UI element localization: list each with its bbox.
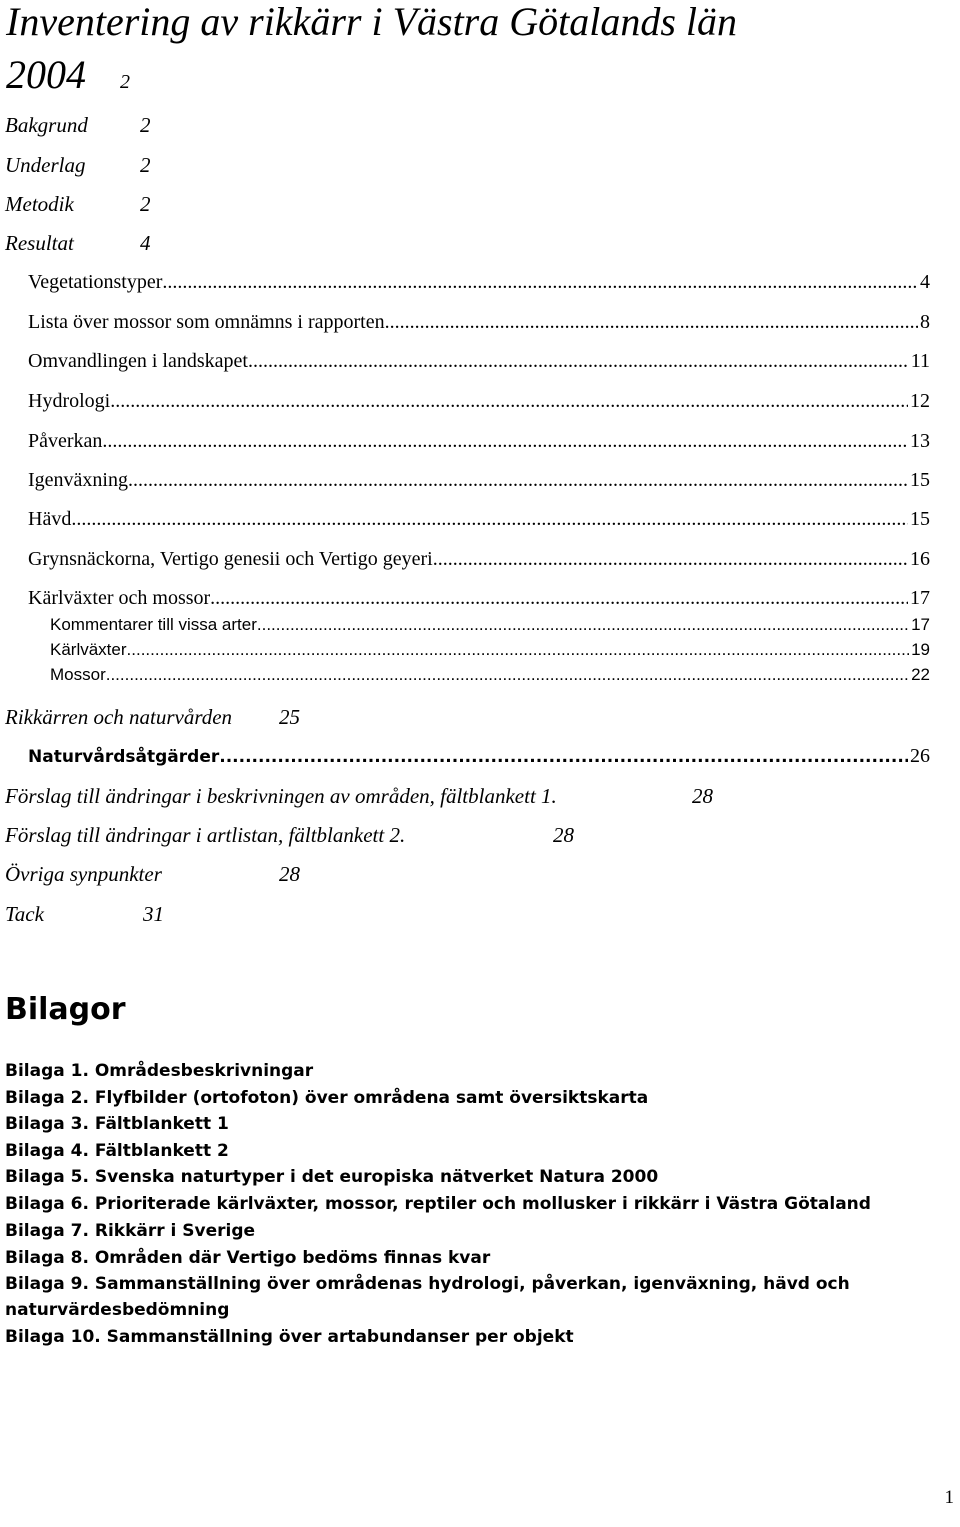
- toc-label: Resultat: [5, 231, 74, 255]
- toc-leader: [128, 470, 908, 490]
- toc-page: 28: [279, 862, 300, 886]
- toc-entry-igenvaxning[interactable]: [28, 470, 930, 490]
- toc-page: 19: [911, 640, 930, 659]
- toc-label: Hävd: [28, 508, 72, 530]
- toc-page: 4: [920, 271, 930, 293]
- toc-entry-grynsnackorna[interactable]: [28, 549, 930, 569]
- bilaga-item-9: Bilaga 9. Sammanställning över områdenas hydrologi, påverkan, igenväxning, hävd och naturvärdesbedömning: [5, 1274, 850, 1320]
- toc-page: 31: [143, 902, 164, 926]
- toc-page: 8: [920, 311, 930, 333]
- bilaga-item-4: Bilaga 4. Fältblankett 2: [5, 1141, 229, 1161]
- toc-entry-karlvaxter-mossor[interactable]: [28, 588, 930, 608]
- toc-label: Kommentarer till vissa arter: [50, 615, 257, 634]
- toc-label: Bakgrund: [5, 113, 88, 137]
- toc-entry-naturvardsatgarder[interactable]: [28, 746, 930, 766]
- toc-page: 11: [910, 350, 930, 372]
- toc-entry-vegetationstyper[interactable]: [28, 272, 930, 292]
- toc-leader: [127, 641, 910, 658]
- toc-label: Rikkärren och naturvården: [5, 705, 233, 729]
- toc-entry-underlag[interactable]: [5, 153, 151, 177]
- toc-leader: [102, 431, 908, 451]
- toc-entry-metodik[interactable]: [5, 192, 151, 216]
- toc-label: Vegetationstyper: [28, 271, 163, 293]
- toc-entry-hydrologi[interactable]: [28, 391, 930, 411]
- document-title-line2: 2004 2: [6, 52, 130, 97]
- toc-label: Tack: [5, 902, 44, 926]
- toc-leader: [390, 312, 918, 332]
- toc-entry-forslag-omraden[interactable]: [5, 784, 713, 808]
- toc-leader: [106, 666, 909, 683]
- toc-entry-resultat[interactable]: [5, 231, 151, 255]
- bilaga-item-5: Bilaga 5. Svenska naturtyper i det europiska nätverket Natura 2000: [5, 1167, 659, 1187]
- bilaga-item-3: Bilaga 3. Fältblankett 1: [5, 1114, 229, 1134]
- toc-leader: [71, 509, 908, 529]
- toc-leader: [248, 351, 909, 371]
- toc-entry-havd[interactable]: [28, 509, 930, 529]
- bilaga-item-8: Bilaga 8. Områden där Vertigo bedöms finnas kvar: [5, 1248, 491, 1268]
- toc-leader: [162, 272, 918, 292]
- toc-leader: [219, 749, 908, 766]
- toc-label: Förslag till ändringar i artlistan, fältblankett 2.: [5, 823, 406, 847]
- title-page-number: 2: [120, 71, 130, 93]
- toc-page: 16: [910, 548, 930, 570]
- bilaga-item-10: Bilaga 10. Sammanställning över artabundanser per objekt: [5, 1327, 574, 1347]
- toc-label: Kärlväxter och mossor: [28, 587, 211, 609]
- toc-leader: [257, 616, 909, 633]
- toc-page: 22: [911, 665, 930, 684]
- toc-page: 17: [911, 615, 930, 634]
- toc-entry-omvandlingen[interactable]: [28, 351, 930, 371]
- toc-page: 26: [910, 745, 930, 767]
- bilaga-item-7: Bilaga 7. Rikkärr i Sverige: [5, 1221, 256, 1241]
- page-number: 1: [944, 1487, 954, 1508]
- toc-page: 17: [910, 587, 930, 609]
- toc-page: 15: [910, 469, 930, 491]
- toc-page: 2: [140, 153, 151, 177]
- toc-page: 2: [140, 113, 151, 137]
- toc-entry-bakgrund[interactable]: [5, 113, 151, 137]
- toc-entry-lista-mossor[interactable]: [28, 312, 930, 332]
- toc-leader: [210, 588, 908, 608]
- toc-label: Förslag till ändringar i beskrivningen av områden, fältblankett 1.: [5, 784, 557, 808]
- toc-label: Kärlväxter: [50, 640, 127, 659]
- toc-page: 15: [910, 508, 930, 530]
- toc-entry-kommentarer[interactable]: [50, 616, 930, 633]
- toc-entry-rikkarren[interactable]: [5, 705, 300, 729]
- toc-label: Övriga synpunkter: [5, 862, 162, 886]
- toc-page: 12: [910, 390, 930, 412]
- toc-label: Naturvårdsåtgärder: [28, 747, 220, 767]
- toc-page: 28: [553, 823, 574, 847]
- bilaga-item-2: Bilaga 2. Flyfbilder (ortofoton) över områdena samt översiktskarta: [5, 1088, 649, 1108]
- toc-label: Hydrologi: [28, 390, 111, 412]
- bilagor-heading: Bilagor: [5, 992, 126, 1027]
- toc-label: Underlag: [5, 153, 86, 177]
- toc-page: 2: [140, 192, 151, 216]
- toc-page: 28: [692, 784, 713, 808]
- toc-entry-tack[interactable]: [5, 902, 164, 926]
- toc-label: Metodik: [5, 192, 74, 216]
- toc-leader: [433, 549, 908, 569]
- toc-label: Omvandlingen i landskapet: [28, 350, 248, 372]
- toc-entry-karlvaxter[interactable]: [50, 641, 930, 658]
- toc-page: 25: [279, 705, 300, 729]
- bilaga-item-6: Bilaga 6. Prioriterade kärlväxter, mossor, reptiler och mollusker i rikkärr i Västra Götaland: [5, 1194, 871, 1214]
- toc-leader: [110, 391, 908, 411]
- toc-label: Igenväxning: [28, 469, 128, 491]
- toc-entry-mossor[interactable]: [50, 666, 930, 683]
- toc-entry-ovriga-synpunkter[interactable]: [5, 862, 300, 886]
- toc-label: Grynsnäckorna, Vertigo genesii och Vertigo geyeri: [28, 548, 433, 570]
- toc-page: 13: [910, 430, 930, 452]
- toc-page: 4: [140, 231, 151, 255]
- toc-label: Påverkan: [28, 430, 103, 452]
- toc-entry-paverkan[interactable]: [28, 431, 930, 451]
- toc-label: Mossor: [50, 665, 106, 684]
- toc-entry-forslag-artlistan[interactable]: [5, 823, 574, 847]
- toc-label: Lista över mossor som omnämns i rapporten.: [28, 311, 390, 333]
- bilaga-item-1: Bilaga 1. Områdesbeskrivningar: [5, 1061, 314, 1081]
- document-title-line1: Inventering av rikkärr i Västra Götalands län: [6, 0, 738, 44]
